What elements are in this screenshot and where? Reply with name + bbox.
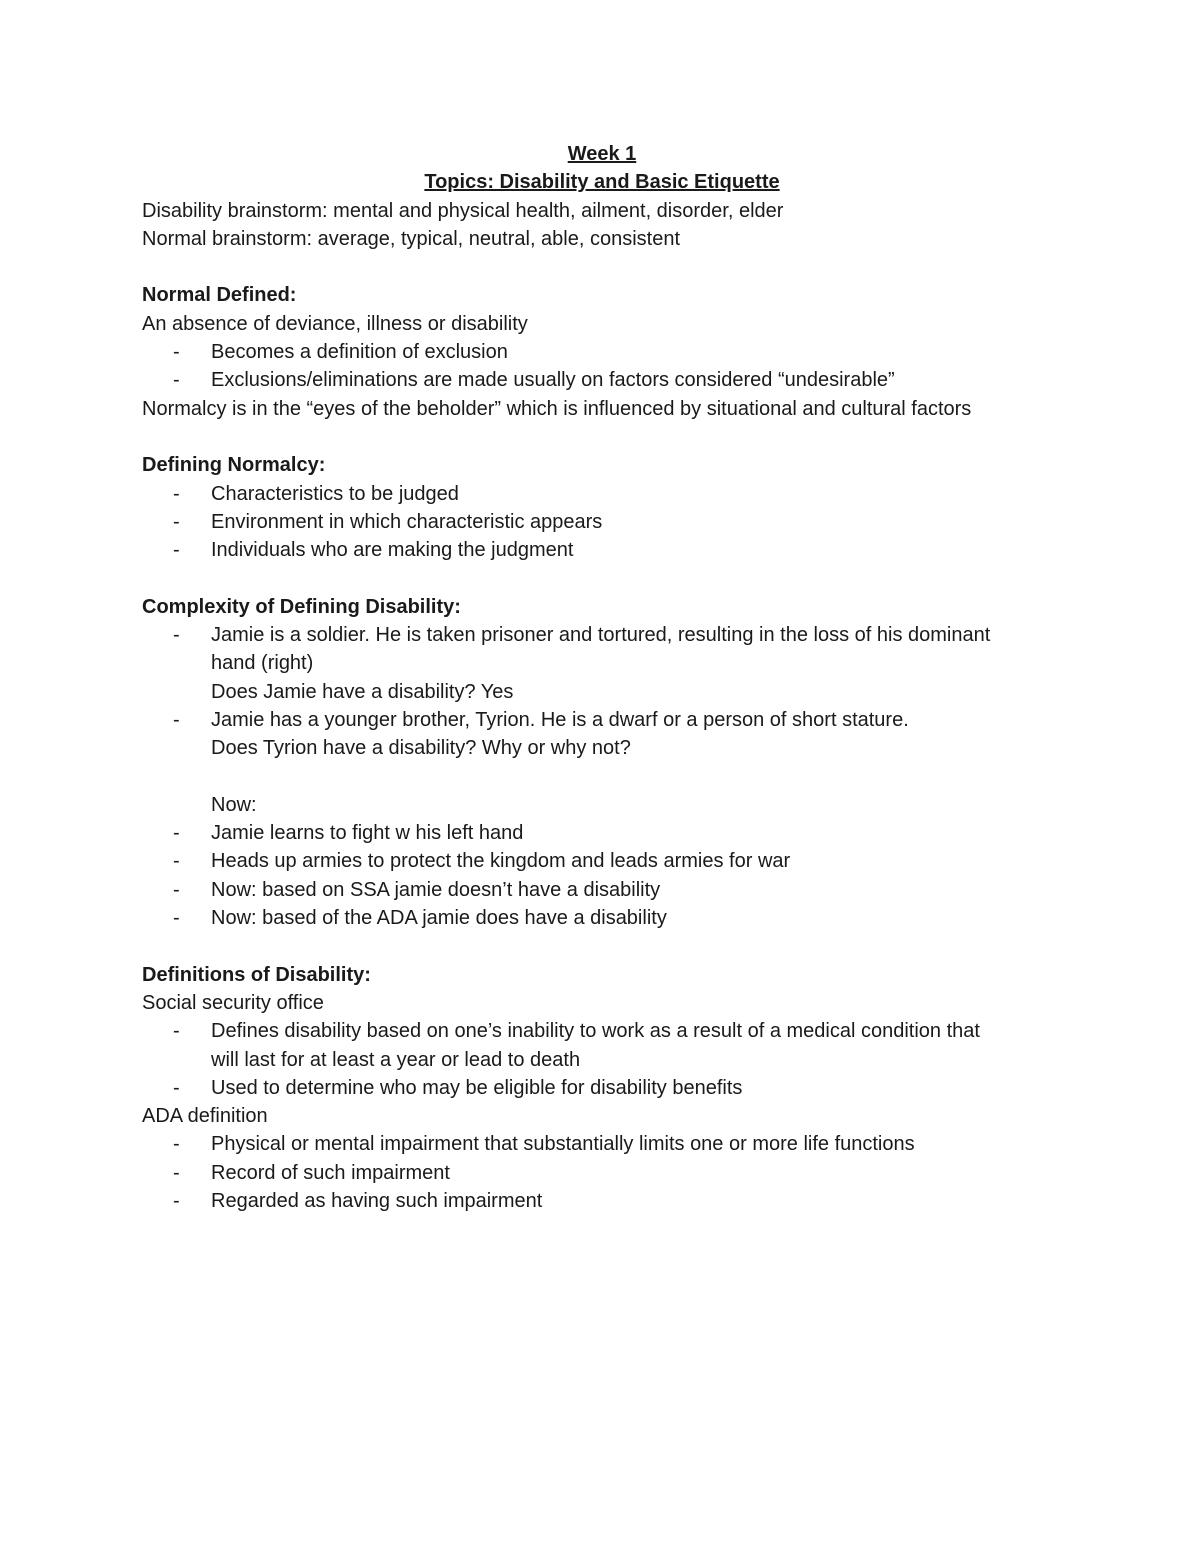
list-item — [142, 1187, 1062, 1215]
bullet-dash: - — [173, 624, 180, 647]
bullet-dash: - — [173, 482, 180, 505]
bullet-dash: - — [173, 1133, 180, 1156]
section-heading-normal-defined: Normal Defined: — [142, 284, 297, 307]
list-item — [142, 1159, 1062, 1187]
list-item-text: Used to determine who may be eligible for disability benefits — [211, 1076, 743, 1099]
list-item-text: Heads up armies to protect the kingdom and leads armies for war — [211, 850, 791, 873]
list-item-text: Jamie is a soldier. He is taken prisoner and tortured, resulting in the loss of his dominant — [211, 624, 991, 647]
bullet-dash: - — [173, 708, 180, 731]
bullet-dash: - — [173, 341, 180, 364]
list-item — [142, 536, 1062, 564]
list-item — [142, 621, 1062, 649]
bullet-dash: - — [173, 878, 180, 901]
list-item — [142, 904, 1062, 932]
list-item-text: Regarded as having such impairment — [211, 1189, 543, 1212]
disability-brainstorm: Disability brainstorm: mental and physical health, ailment, disorder, elder — [142, 199, 784, 222]
spacer — [142, 423, 1062, 451]
list-item-text: Now: based on SSA jamie doesn’t have a disability — [211, 878, 661, 901]
spacer — [142, 564, 1062, 592]
list-item — [142, 1074, 1062, 1102]
list-item-text: Now: based of the ADA jamie does have a disability — [211, 907, 667, 930]
bullet-dash: - — [173, 1161, 180, 1184]
list-item — [142, 1130, 1062, 1158]
list-item-continuation: will last for at least a year or lead to death — [211, 1048, 581, 1071]
section-heading-definitions: Definitions of Disability: — [142, 963, 371, 986]
ada-label: ADA definition — [142, 1105, 268, 1128]
list-item-text: Defines disability based on one’s inability to work as a result of a medical condition that — [211, 1020, 980, 1043]
list-item-continuation: Does Jamie have a disability? Yes — [211, 680, 514, 703]
list-item-text: Environment in which characteristic appears — [211, 510, 603, 533]
list-item — [142, 847, 1062, 875]
bullet-dash: - — [173, 369, 180, 392]
normal-defined-text: An absence of deviance, illness or disability — [142, 312, 528, 335]
list-item-text: Physical or mental impairment that substantially limits one or more life functions — [211, 1133, 915, 1156]
bullet-dash: - — [173, 1189, 180, 1212]
bullet-dash: - — [173, 539, 180, 562]
normal-brainstorm: Normal brainstorm: average, typical, neutral, able, consistent — [142, 227, 681, 250]
list-item-text: Becomes a definition of exclusion — [211, 341, 508, 364]
list-item — [142, 480, 1062, 508]
list-item — [142, 819, 1062, 847]
spacer — [142, 253, 1062, 281]
normalcy-text: Normalcy is in the “eyes of the beholder” which is influenced by situational and cultural factors — [142, 397, 972, 420]
list-item-text: Characteristics to be judged — [211, 482, 459, 505]
bullet-dash: - — [173, 822, 180, 845]
list-item — [142, 338, 1062, 366]
page-subtitle: Topics: Disability and Basic Etiquette — [424, 171, 780, 194]
list-item-text: Jamie learns to fight w his left hand — [211, 822, 524, 845]
spacer — [142, 763, 1062, 791]
document-body — [142, 140, 1062, 1215]
list-item-text: Exclusions/eliminations are made usually on factors considered “undesirable” — [211, 369, 895, 392]
bullet-dash: - — [173, 907, 180, 930]
bullet-dash: - — [173, 850, 180, 873]
bullet-dash: - — [173, 510, 180, 533]
list-item-continuation: Does Tyrion have a disability? Why or why not? — [211, 737, 631, 760]
list-item-text: Individuals who are making the judgment — [211, 539, 574, 562]
list-item — [142, 1017, 1062, 1045]
bullet-dash: - — [173, 1020, 180, 1043]
list-item-continuation: hand (right) — [211, 652, 314, 675]
now-label: Now: — [211, 793, 257, 816]
ssa-label: Social security office — [142, 991, 324, 1014]
section-heading-defining-normalcy: Defining Normalcy: — [142, 454, 326, 477]
spacer — [142, 932, 1062, 960]
list-item — [142, 366, 1062, 394]
list-item-text: Jamie has a younger brother, Tyrion. He is a dwarf or a person of short stature. — [211, 708, 909, 731]
section-heading-complexity: Complexity of Defining Disability: — [142, 595, 461, 618]
list-item-text: Record of such impairment — [211, 1161, 450, 1184]
list-item — [142, 706, 1062, 734]
page-title: Week 1 — [567, 143, 637, 165]
bullet-dash: - — [173, 1076, 180, 1099]
list-item — [142, 508, 1062, 536]
list-item — [142, 876, 1062, 904]
